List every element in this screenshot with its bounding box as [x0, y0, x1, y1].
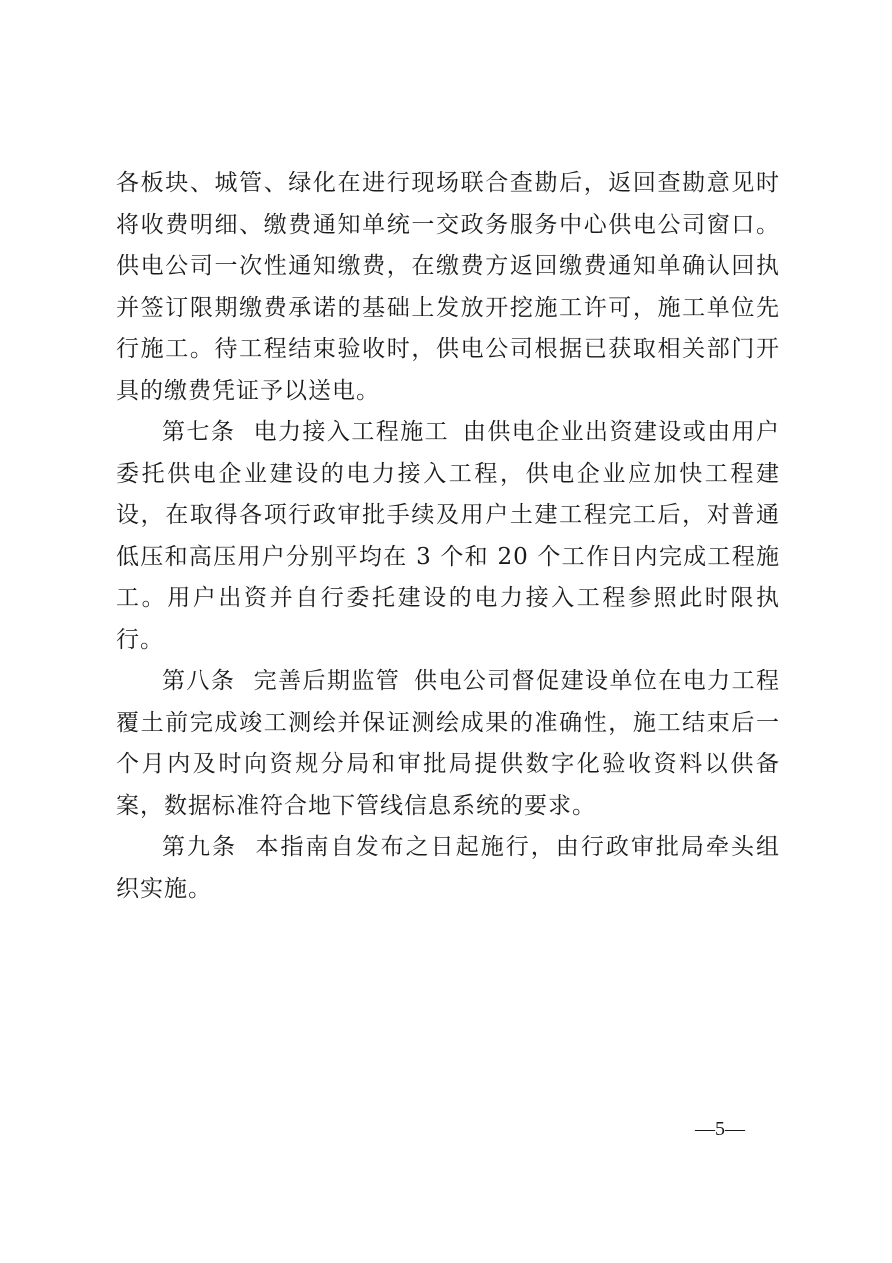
article-number: 第九条: [162, 834, 238, 860]
article-title: 电力接入工程施工: [253, 419, 450, 445]
article-eight: [116, 661, 780, 827]
page-number: —5—: [695, 1118, 745, 1140]
article-number: 第七条: [162, 419, 236, 445]
article-text: 由供电企业出资建设或由用户委托供电企业建设的电力接入工程，供电企业应加快工程建设，在取得各项行政审批手续及用户土建工程完工后，对普通低压和高压用户分别平均在 3 个和 20 个工作日内完成工程施工。用户出资并自行委托建设的电力接入工程参照此时限执行。: [116, 419, 781, 653]
paragraph-text: 各板块、城管、绿化在进行现场联合查勘后，返回查勘意见时将收费明细、缴费通知单统一交政务服务中心供电公司窗口。供电公司一次性通知缴费，在缴费方返回缴费通知单确认回执并签订限期缴费承诺的基础上发放开挖施工许可，施工单位先行施工。待工程结束验收时，供电公司根据已获取相关部门开具的缴费凭证予以送电。: [116, 170, 780, 404]
article-title: 完善后期监管: [253, 668, 401, 694]
article-seven: [116, 412, 780, 661]
article-text: 供电公司督促建设单位在电力工程覆土前完成竣工测绘并保证测绘成果的准确性，施工结束后一个月内及时向资规分局和审批局提供数字化验收资料以供备案，数据标准符合地下管线信息系统的要求。: [116, 668, 781, 819]
article-nine: [116, 827, 780, 910]
document-body: [116, 163, 780, 910]
paragraph-continuation: [116, 163, 780, 412]
article-number: 第八条: [162, 668, 236, 694]
article-text: 本指南自发布之日起施行，由行政审批局牵头组织实施。: [116, 834, 781, 902]
